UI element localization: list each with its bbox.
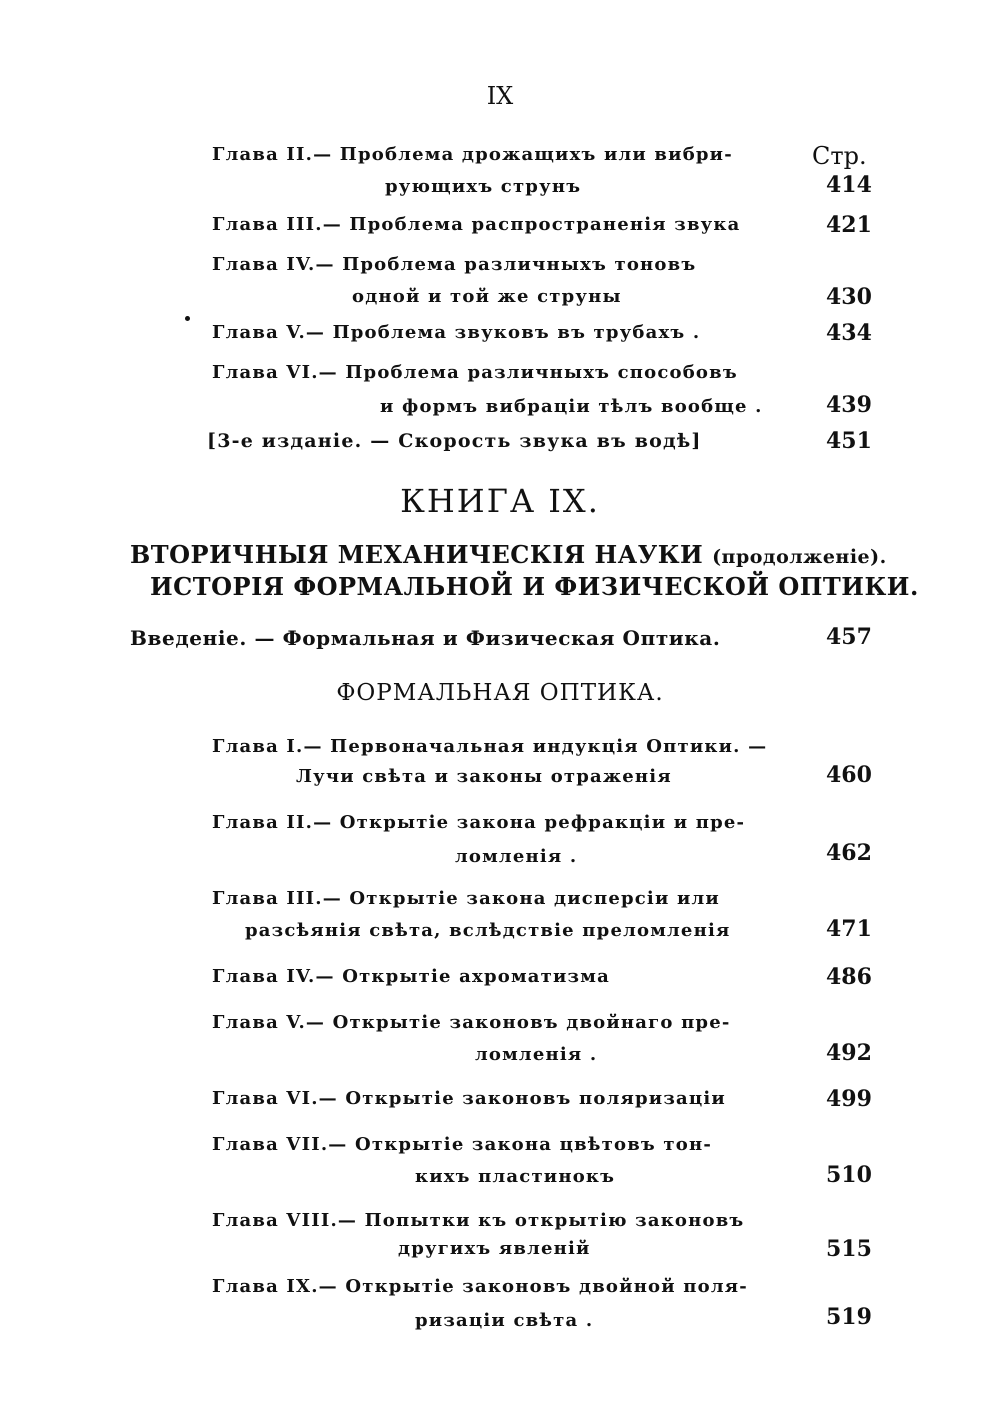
toc-page-number: 515 (826, 1236, 872, 1262)
section-title: ФОРМАЛЬНАЯ ОПТИКА. (336, 680, 664, 706)
toc-page-number: 486 (826, 964, 872, 990)
chapter-title-cont: ломленія . (455, 846, 578, 867)
toc-page-number: 499 (826, 1086, 872, 1112)
chapter-title: — Открытіе закона цвѣтовъ тон- (328, 1134, 713, 1155)
book-subtitle-main: ВТОРИЧНЫЯ МЕХАНИЧЕСКІЯ НАУКИ (130, 540, 704, 569)
toc-page-number: 430 (826, 284, 872, 310)
chapter-label: Глава II. (212, 144, 314, 165)
page-column-header: Стр. (812, 142, 867, 170)
chapter-title-cont: и формъ вибраціи тѣлъ вообще . (380, 396, 763, 417)
book-subtitle-2: ИСТОРІЯ ФОРМАЛЬНОЙ И ФИЗИЧЕСКОЙ ОПТИКИ. (150, 572, 919, 601)
chapter-title-cont: рующихъ струнъ (385, 176, 582, 197)
chapter-title-cont: ризаціи свѣта . (415, 1310, 594, 1331)
stray-mark (185, 316, 190, 321)
chapter-label: Глава VI. (212, 1088, 319, 1109)
chapter-title-cont: одной и той же струны (352, 286, 622, 307)
toc-entry-chapter-6b[interactable] (212, 1088, 726, 1109)
book-subtitle-1 (130, 540, 887, 569)
toc-entry-introduction[interactable]: Введеніе. — Формальная и Физическая Оптика. (130, 626, 721, 650)
toc-page-number: 451 (826, 428, 872, 454)
toc-entry-chapter-9[interactable] (212, 1276, 748, 1297)
toc-page-number: 460 (826, 762, 872, 788)
toc-page-number: 439 (826, 392, 872, 418)
chapter-label: Глава IV. (212, 254, 316, 275)
toc-entry-chapter-6[interactable] (212, 362, 738, 383)
toc-entry-chapter-4b[interactable] (212, 966, 610, 987)
chapter-title: — Проблема звуковъ въ трубахъ . (305, 322, 701, 343)
chapter-label: Глава II. (212, 812, 314, 833)
chapter-title-cont: ломленія . (475, 1044, 598, 1065)
chapter-label: Глава V. (212, 1012, 306, 1033)
toc-entry-chapter-2b[interactable] (212, 812, 745, 833)
chapter-title: — Проблема дрожащихъ или вибри- (313, 144, 733, 165)
chapter-title: — Открытіе закона дисперсіи или (322, 888, 720, 909)
toc-entry-chapter-2[interactable] (212, 144, 733, 165)
chapter-title: — Попытки къ открытію законовъ (337, 1210, 745, 1231)
toc-entry-chapter-8[interactable] (212, 1210, 744, 1231)
toc-entry-third-edition[interactable]: [3-е изданіе. — Скорость звука въ водѣ] (207, 430, 702, 452)
chapter-title-cont: другихъ явленій (398, 1238, 591, 1259)
toc-page-number: 462 (826, 840, 872, 866)
chapter-title: — Открытіе законовъ двойнаго пре- (305, 1012, 731, 1033)
chapter-title: — Открытіе законовъ поляризаціи (318, 1088, 726, 1109)
toc-entry-chapter-1[interactable] (212, 736, 767, 757)
chapter-label: Глава IX. (212, 1276, 319, 1297)
toc-page-number: 492 (826, 1040, 872, 1066)
toc-entry-chapter-3b[interactable] (212, 888, 720, 909)
toc-page-number: 471 (826, 916, 872, 942)
chapter-title-cont: Лучи свѣта и законы отраженія (296, 766, 672, 787)
toc-entry-chapter-5b[interactable] (212, 1012, 731, 1033)
chapter-label: Глава VIII. (212, 1210, 338, 1231)
book-title: КНИГА IX. (400, 482, 600, 520)
toc-page-number: 519 (826, 1304, 872, 1330)
toc-page-number: 434 (826, 320, 872, 346)
chapter-title: — Проблема распространенія звука (322, 214, 741, 235)
chapter-title: — Открытіе закона рефракціи и пре- (313, 812, 746, 833)
toc-page-number: 414 (826, 172, 872, 198)
chapter-label: Глава III. (212, 888, 323, 909)
chapter-label: Глава I. (212, 736, 304, 757)
toc-entry-chapter-7[interactable] (212, 1134, 712, 1155)
book-subtitle-note: (продолженіе). (712, 546, 887, 568)
chapter-label: Глава V. (212, 322, 306, 343)
toc-page-number: 421 (826, 212, 872, 238)
toc-entry-chapter-5[interactable] (212, 322, 700, 343)
toc-page-number: 457 (826, 624, 872, 650)
chapter-title: — Проблема различныхъ способовъ (318, 362, 738, 383)
chapter-label: Глава III. (212, 214, 323, 235)
chapter-title-cont: разсѣянія свѣта, вслѣдствіе преломленія (245, 920, 731, 941)
chapter-label: Глава IV. (212, 966, 316, 987)
toc-page-number: 510 (826, 1162, 872, 1188)
chapter-title: — Первоначальная индукція Оптики. — (303, 736, 768, 757)
chapter-label: Глава VI. (212, 362, 319, 383)
chapter-title: — Проблема различныхъ тоновъ (315, 254, 697, 275)
chapter-label: Глава VII. (212, 1134, 329, 1155)
chapter-title: — Открытіе законовъ двойной поля- (318, 1276, 748, 1297)
toc-entry-chapter-4[interactable] (212, 254, 696, 275)
chapter-title-cont: кихъ пластинокъ (415, 1166, 616, 1187)
chapter-title: — Открытіе ахроматизма (315, 966, 610, 987)
toc-entry-chapter-3[interactable] (212, 214, 740, 235)
page-number: IX (486, 82, 514, 110)
